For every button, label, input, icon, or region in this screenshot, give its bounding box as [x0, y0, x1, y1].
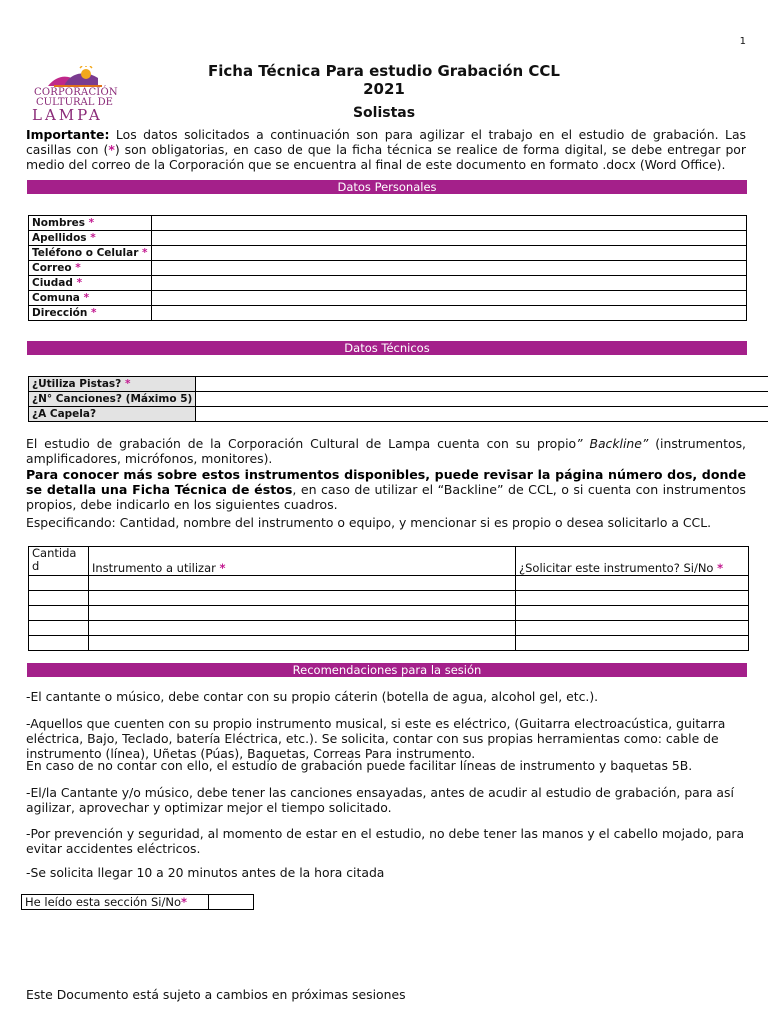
- required-asterisk: *: [717, 561, 724, 575]
- intro-paragraph: [26, 127, 746, 172]
- backline-info-bold: Para conocer más sobre estos instrumentos disponibles, puede revisar la página número dos, donde se detalla una Ficha Técnica de éstos: [26, 467, 746, 497]
- personal-field-label: Comuna *: [29, 291, 152, 306]
- logo-line-2: CULTURAL DE: [36, 97, 113, 108]
- required-asterisk: *: [219, 561, 226, 575]
- personal-field-input[interactable]: [151, 291, 746, 306]
- recommendation-1: -El cantante o músico, debe contar con su propio cáterin (botella de agua, alcohol gel, etc.).: [26, 689, 599, 704]
- col-instrument-header: Instrumento a utilizar *: [89, 547, 516, 576]
- personal-row: [29, 216, 747, 231]
- personal-field-input[interactable]: [151, 276, 746, 291]
- section-bar-technical: Datos Técnicos: [27, 341, 747, 355]
- required-asterisk: *: [90, 232, 96, 244]
- personal-field-input[interactable]: [151, 231, 746, 246]
- backline-text-b: (instrumentos, amplificadores, micrófonos, monitores).: [26, 436, 746, 466]
- recommendation-3: En caso de no contar con ello, el estudio de grabación puede facilitar líneas de instrumento y baquetas 5B.: [26, 758, 693, 773]
- technical-row: [29, 392, 768, 407]
- recommendation-4: -El/la Cantante y/o músico, debe tener las canciones ensayadas, antes de acudir al estudio de grabación, para así agilizar, aprovechar y optimizar mejor el tiempo solicitado.: [26, 785, 734, 815]
- personal-row: [29, 276, 747, 291]
- backline-italic: ” Backline”: [576, 436, 649, 451]
- instrument-cell[interactable]: [89, 636, 516, 651]
- technical-data-table: [28, 376, 768, 422]
- personal-field-label: Dirección *: [29, 306, 152, 321]
- document-subtitle: Solistas: [352, 105, 416, 121]
- instrument-cell[interactable]: [89, 606, 516, 621]
- quantity-cell[interactable]: [29, 621, 89, 636]
- section-bar-recommendations: Recomendaciones para la sesión: [27, 663, 747, 677]
- specify-paragraph: Especificando: Cantidad, nombre del instrumento o equipo, y mencionar si es propio o desea solicitarlo a CCL.: [26, 515, 712, 530]
- quantity-cell[interactable]: [29, 636, 89, 651]
- instrument-row: [29, 621, 749, 636]
- instrument-cell[interactable]: [89, 591, 516, 606]
- intro-text-before: Los datos solicitados a continuación son para agilizar el trabajo en el estudio de grabación. Las casillas con (: [26, 127, 746, 157]
- request-cell[interactable]: [516, 591, 749, 606]
- recommendation-5: -Por prevención y seguridad, al momento de estar en el estudio, no debe tener las manos y el cabello mojado, para evitar accidentes eléctricos.: [26, 826, 745, 856]
- personal-field-input[interactable]: [151, 306, 746, 321]
- required-asterisk: *: [88, 217, 95, 229]
- required-asterisk: *: [181, 895, 188, 909]
- logo-line-1: CORPORACIÓN: [34, 87, 118, 98]
- technical-field-input[interactable]: [196, 377, 768, 392]
- personal-field-input[interactable]: [151, 216, 746, 231]
- backline-info-rest: , en caso de utilizar el “Backline” de CCL, o si cuenta con instrumentos propios, debe indicarlo en los siguientes cuadros.: [26, 482, 746, 512]
- personal-field-label: Teléfono o Celular *: [29, 246, 152, 261]
- required-asterisk: *: [124, 378, 131, 390]
- technical-field-label: ¿Utiliza Pistas? *: [29, 377, 196, 392]
- technical-field-label: ¿A Capela?: [29, 407, 196, 422]
- instrument-row: [29, 576, 749, 591]
- instrument-row: [29, 606, 749, 621]
- logo-line-3: LAMPA: [32, 106, 103, 124]
- required-asterisk: *: [76, 277, 83, 289]
- backline-info-paragraph: [26, 467, 746, 512]
- technical-field-input[interactable]: [196, 407, 768, 422]
- required-asterisk: *: [142, 247, 148, 259]
- recommendation-6: -Se solicita llegar 10 a 20 minutos antes de la hora citada: [26, 865, 385, 880]
- personal-field-label: Correo *: [29, 261, 152, 276]
- request-cell[interactable]: [516, 621, 749, 636]
- page-number: 1: [739, 36, 746, 47]
- technical-row: [29, 407, 768, 422]
- recommendation-2: -Aquellos que cuenten con su propio instrumento musical, si este es eléctrico, (Guitarra electroacústica, guitarra eléctrica, Bajo, Teclado, batería Eléctrica, etc.). Se solicita, contar con sus propias herramientas como: cable de instrumento (línea), Uñetas (Púas), Baquetas, Correas Para instrumento.: [26, 716, 726, 761]
- required-asterisk: *: [75, 262, 81, 274]
- personal-row: [29, 231, 747, 246]
- technical-field-label: ¿N° Canciones? (Máximo 5): [29, 392, 196, 407]
- personal-row: [29, 261, 747, 276]
- backline-text-a: El estudio de grabación de la Corporación Cultural de Lampa cuenta con su propio: [26, 436, 577, 451]
- col-quantity-header: Cantida d: [29, 547, 89, 576]
- quantity-cell[interactable]: [29, 591, 89, 606]
- personal-field-label: Nombres *: [29, 216, 152, 231]
- confirm-label: He leído esta sección Si/No*: [22, 895, 209, 910]
- instrument-row: [29, 636, 749, 651]
- col-request-header: ¿Solicitar este instrumento? Si/No *: [516, 547, 749, 576]
- technical-row: [29, 377, 768, 392]
- intro-text-after: ) son obligatorias, en caso de que la ficha técnica se realice de forma digital, se debe entregar por medio del correo de la Corporación que se encuentra al final de este documento en formato .docx (Word Office).: [26, 142, 746, 172]
- confirm-table: [21, 894, 254, 910]
- instrument-cell[interactable]: [89, 621, 516, 636]
- request-cell[interactable]: [516, 606, 749, 621]
- personal-data-table: [28, 215, 747, 321]
- personal-field-input[interactable]: [151, 261, 746, 276]
- required-asterisk: *: [108, 142, 115, 157]
- footer-note: Este Documento está sujeto a cambios en próximas sesiones: [26, 987, 406, 1002]
- document-year: 2021: [363, 80, 405, 98]
- personal-row: [29, 246, 747, 261]
- personal-field-input[interactable]: [151, 246, 746, 261]
- instrument-cell[interactable]: [89, 576, 516, 591]
- personal-field-label: Apellidos *: [29, 231, 152, 246]
- personal-row: [29, 306, 747, 321]
- required-asterisk: *: [83, 292, 90, 304]
- personal-field-label: Ciudad *: [29, 276, 152, 291]
- quantity-cell[interactable]: [29, 576, 89, 591]
- instrument-table: [28, 546, 749, 651]
- technical-field-input[interactable]: [196, 392, 768, 407]
- request-cell[interactable]: [516, 636, 749, 651]
- request-cell[interactable]: [516, 576, 749, 591]
- section-bar-personal: Datos Personales: [27, 180, 747, 194]
- backline-paragraph: [26, 436, 746, 466]
- required-asterisk: *: [91, 307, 97, 319]
- intro-bold: Importante:: [26, 127, 110, 142]
- document-title: Ficha Técnica Para estudio Grabación CCL: [208, 62, 560, 80]
- confirm-input-cell[interactable]: [209, 895, 254, 910]
- personal-row: [29, 291, 747, 306]
- instrument-row: [29, 591, 749, 606]
- quantity-cell[interactable]: [29, 606, 89, 621]
